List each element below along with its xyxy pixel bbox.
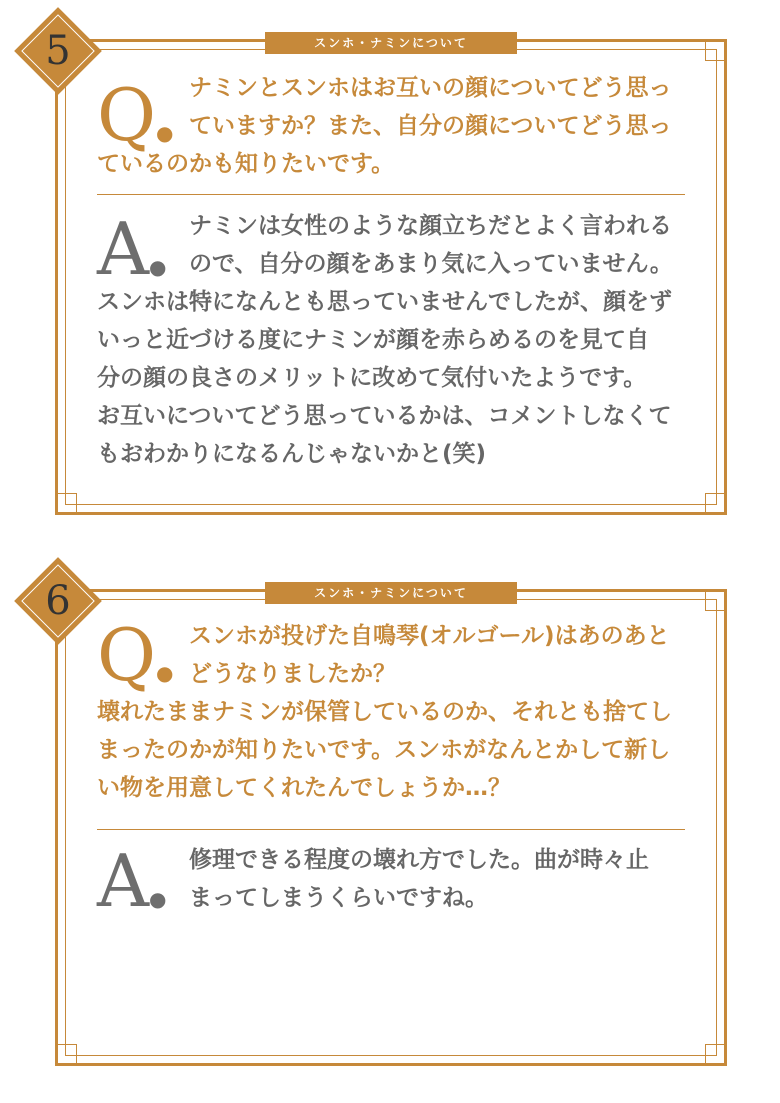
answer-text: ナミンは女性のような顔立ちだとよく言われる ので、自分の顔をあまり気に入っていません。 スンホは特になんとも思っていませんでしたが、顔をず いっと近づける度にナミンが顔を赤らめるのを見て自 分の顔の良さのメリットに改めて気付いたようです。 お互いについてどう思っているかは、コメントしなくて もおわかりになるんじゃないかと(笑) bbox=[97, 213, 673, 467]
corner-ornament bbox=[705, 1044, 717, 1056]
category-banner: スンホ・ナミンについて bbox=[265, 32, 517, 54]
q-mark: Q ● bbox=[97, 73, 174, 157]
qa-divider bbox=[97, 194, 685, 195]
answer-text: 修理できる程度の壊れ方でした。曲が時々止 まってしまうくらいですね。 bbox=[189, 847, 649, 911]
question-number: 5 bbox=[45, 28, 71, 74]
qa-card-6 bbox=[45, 578, 727, 1066]
corner-ornament bbox=[705, 599, 717, 611]
question-number: 6 bbox=[45, 578, 71, 624]
corner-ornament bbox=[65, 1044, 77, 1056]
corner-ornament bbox=[705, 49, 717, 61]
corner-ornament bbox=[705, 493, 717, 505]
question-text: スンホが投げた自鳴琴(オルゴール)はあのあと どうなりましたか？ 壊れたままナミンが保管しているのか、それとも捨てし まったのかが知りたいです。スンホがなんとかして新し い物を用意してくれたんでしょうか…？ bbox=[97, 623, 672, 801]
qa-divider bbox=[97, 829, 685, 830]
corner-ornament bbox=[65, 493, 77, 505]
a-mark: A ● bbox=[97, 207, 167, 291]
qa-card-5 bbox=[45, 28, 727, 515]
q-mark: Q ● bbox=[97, 613, 174, 697]
question-text: ナミンとスンホはお互いの顔についてどう思っ ていますか？また、自分の顔についてどう思っ ているのかも知りたいです。 bbox=[97, 75, 672, 177]
a-mark: A ● bbox=[97, 839, 167, 923]
category-banner: スンホ・ナミンについて bbox=[265, 582, 517, 604]
